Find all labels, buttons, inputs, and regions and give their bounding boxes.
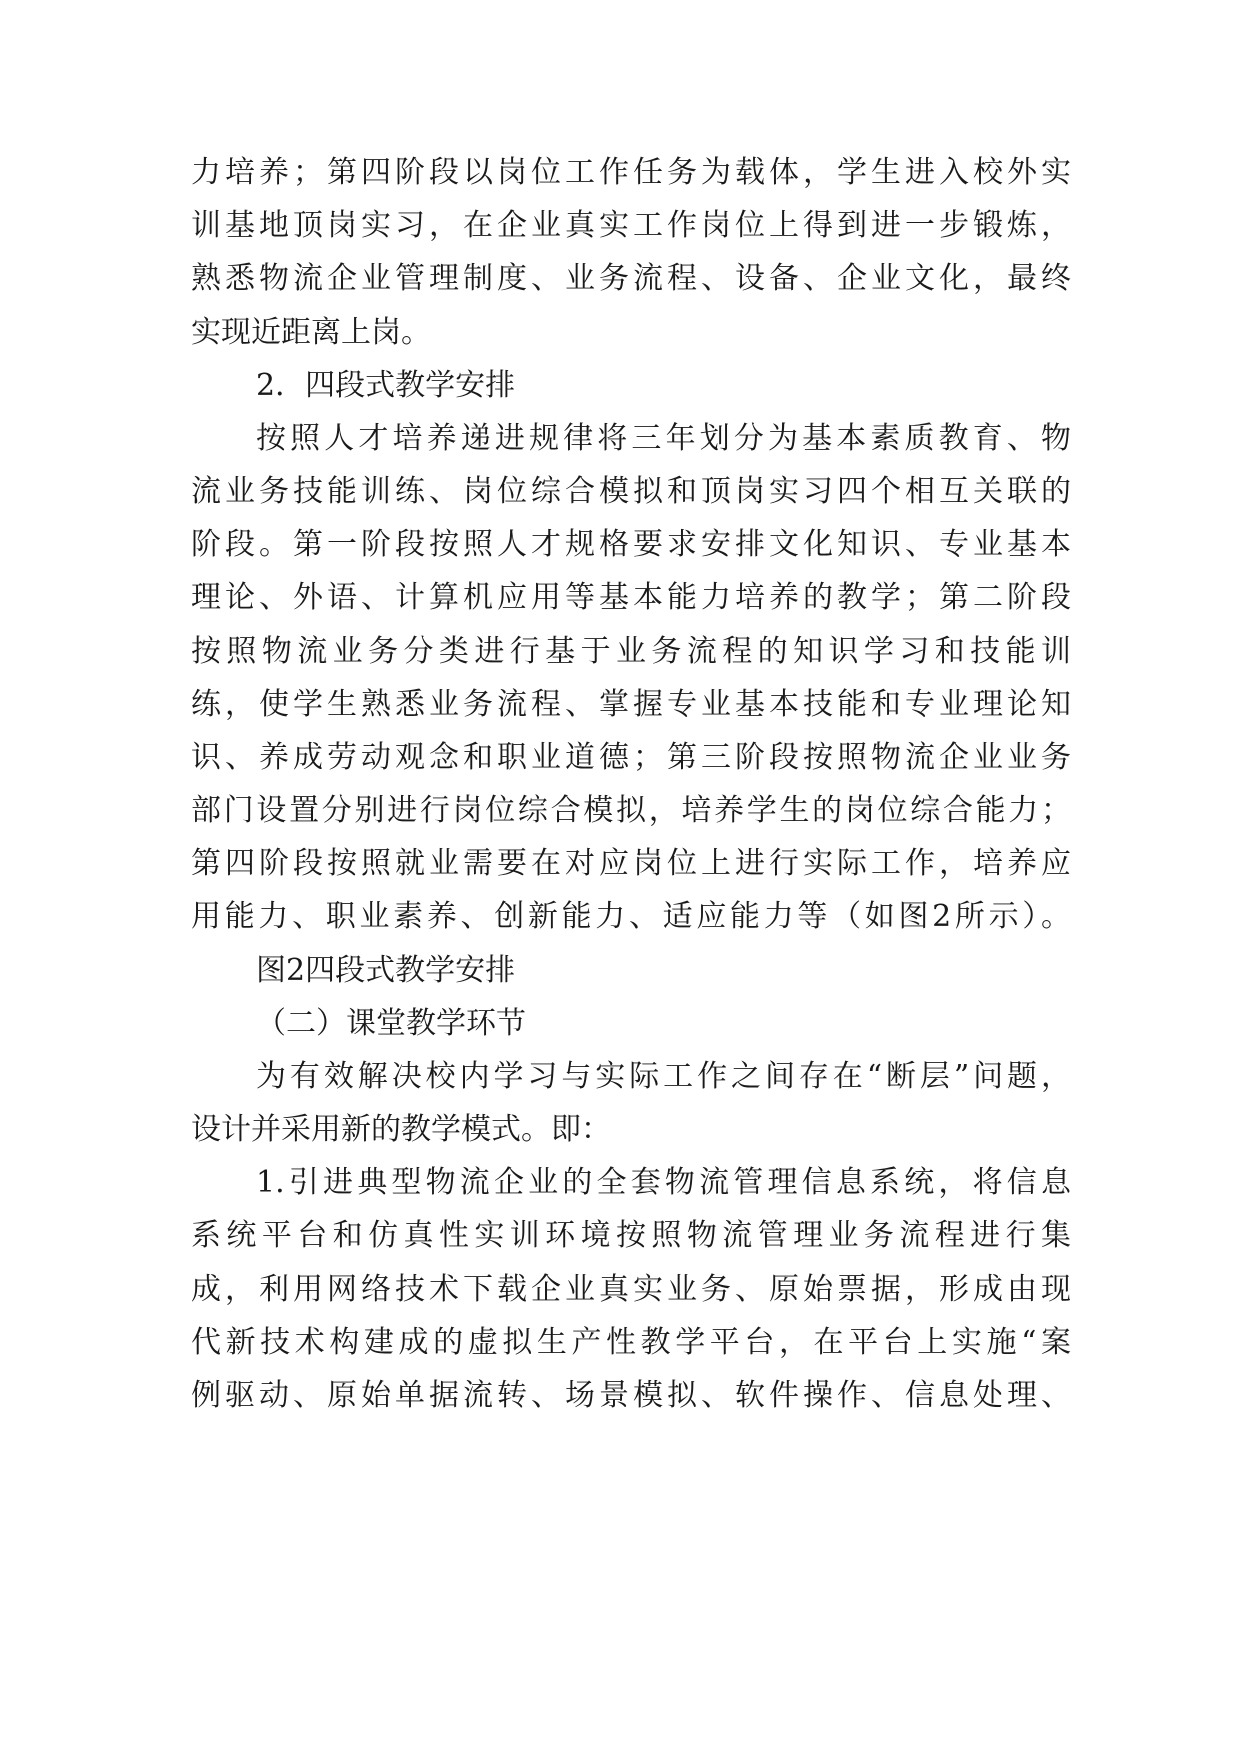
paragraph-line: 理论、外语、计算机应用等基本能力培养的教学；第二阶段 xyxy=(191,580,1071,615)
paragraph-line: 例驱动、原始单据流转、场景模拟、软件操作、信息处理、 xyxy=(191,1378,1071,1413)
paragraph-line: 部门设置分别进行岗位综合模拟，培养学生的岗位综合能力； xyxy=(191,793,1071,828)
figure-caption: 图2四段式教学安排 xyxy=(256,953,516,988)
paragraph-line: 用能力、职业素养、创新能力、适应能力等（如图2所示）。 xyxy=(191,899,1071,934)
paragraph-line: 为有效解决校内学习与实际工作之间存在“断层”问题， xyxy=(256,1059,1071,1094)
paragraph-line: 按照物流业务分类进行基于业务流程的知识学习和技能训 xyxy=(191,634,1071,669)
paragraph-line: 训基地顶岗实习，在企业真实工作岗位上得到进一步锻炼， xyxy=(191,208,1071,243)
paragraph-line: 系统平台和仿真性实训环境按照物流管理业务流程进行集 xyxy=(191,1218,1071,1253)
paragraph-line: 识、养成劳动观念和职业道德；第三阶段按照物流企业业务 xyxy=(191,740,1071,775)
paragraph-line: 阶段。第一阶段按照人才规格要求安排文化知识、专业基本 xyxy=(191,527,1071,562)
section-heading: （二）课堂教学环节 xyxy=(256,1006,526,1041)
paragraph-line: 力培养；第四阶段以岗位工作任务为载体，学生进入校外实 xyxy=(191,155,1071,190)
paragraph-line: 熟悉物流企业管理制度、业务流程、设备、企业文化，最终 xyxy=(191,261,1071,296)
paragraph-line: 练，使学生熟悉业务流程、掌握专业基本技能和专业理论知 xyxy=(191,687,1071,722)
paragraph-line: 实现近距离上岗。 xyxy=(191,315,431,350)
paragraph-line: 第四阶段按照就业需要在对应岗位上进行实际工作，培养应 xyxy=(191,846,1071,881)
paragraph-line: 流业务技能训练、岗位综合模拟和顶岗实习四个相互关联的 xyxy=(191,474,1071,509)
section-heading: 2．四段式教学安排 xyxy=(256,368,516,403)
paragraph-line: 设计并采用新的教学模式。即： xyxy=(191,1112,611,1147)
paragraph-line: 成，利用网络技术下载企业真实业务、原始票据，形成由现 xyxy=(191,1272,1071,1307)
paragraph-line: 1.引进典型物流企业的全套物流管理信息系统，将信息 xyxy=(256,1165,1071,1200)
paragraph-line: 按照人才培养递进规律将三年划分为基本素质教育、物 xyxy=(256,421,1071,456)
paragraph-line: 代新技术构建成的虚拟生产性教学平台，在平台上实施“案 xyxy=(191,1325,1071,1360)
